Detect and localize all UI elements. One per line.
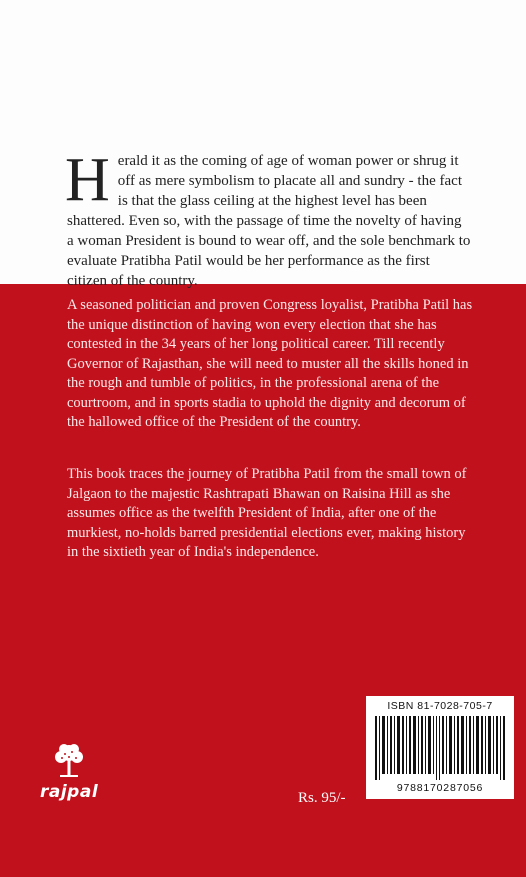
tree-icon	[52, 742, 86, 780]
price-label: Rs. 95/-	[298, 790, 346, 806]
body-paragraph-2: This book traces the journey of Pratibha Patil from the small town of Jalgaon to the majestic Rashtrapati Bhawan on Raisina Hill as she assumes office as the twelfth President of India, after one of the murkiest, no-holds barred presidential elections ever, making history in the sixtieth year of India's independence.	[67, 466, 467, 560]
barcode-panel	[366, 696, 514, 799]
intro-text: erald it as the coming of age of woman power or shrug it off as mere symbolism to placate all and sundry - the fact is that the glass ceiling at the highest level has been shattered. Even so, with the passage of time the novelty of having a woman President is bound to wear off, and the sole benchmark to evaluate Pratibha Patil would be her performance as the first citizen of the country.	[67, 153, 471, 289]
publisher-logo: rajpal	[40, 782, 99, 802]
body-paragraph-1: A seasoned politician and proven Congress loyalist, Pratibha Patil has the unique distinction of having won every election that she has contested in the 34 years of her long political career. Till recently Governor of Rajasthan, she will need to muster all the skills honed in the rough and tumble of politics, in the professional arena of the courtroom, and in sports stadia to uphold the dignity and decorum of the hallowed office of the President of the country.	[67, 297, 473, 430]
barcode-digits: 9788170287056	[396, 782, 484, 794]
isbn-label: ISBN 81-7028-705-7	[387, 700, 493, 712]
barcode-icon	[375, 716, 505, 780]
intro-paragraph	[65, 146, 471, 291]
drop-cap: H	[65, 146, 110, 214]
